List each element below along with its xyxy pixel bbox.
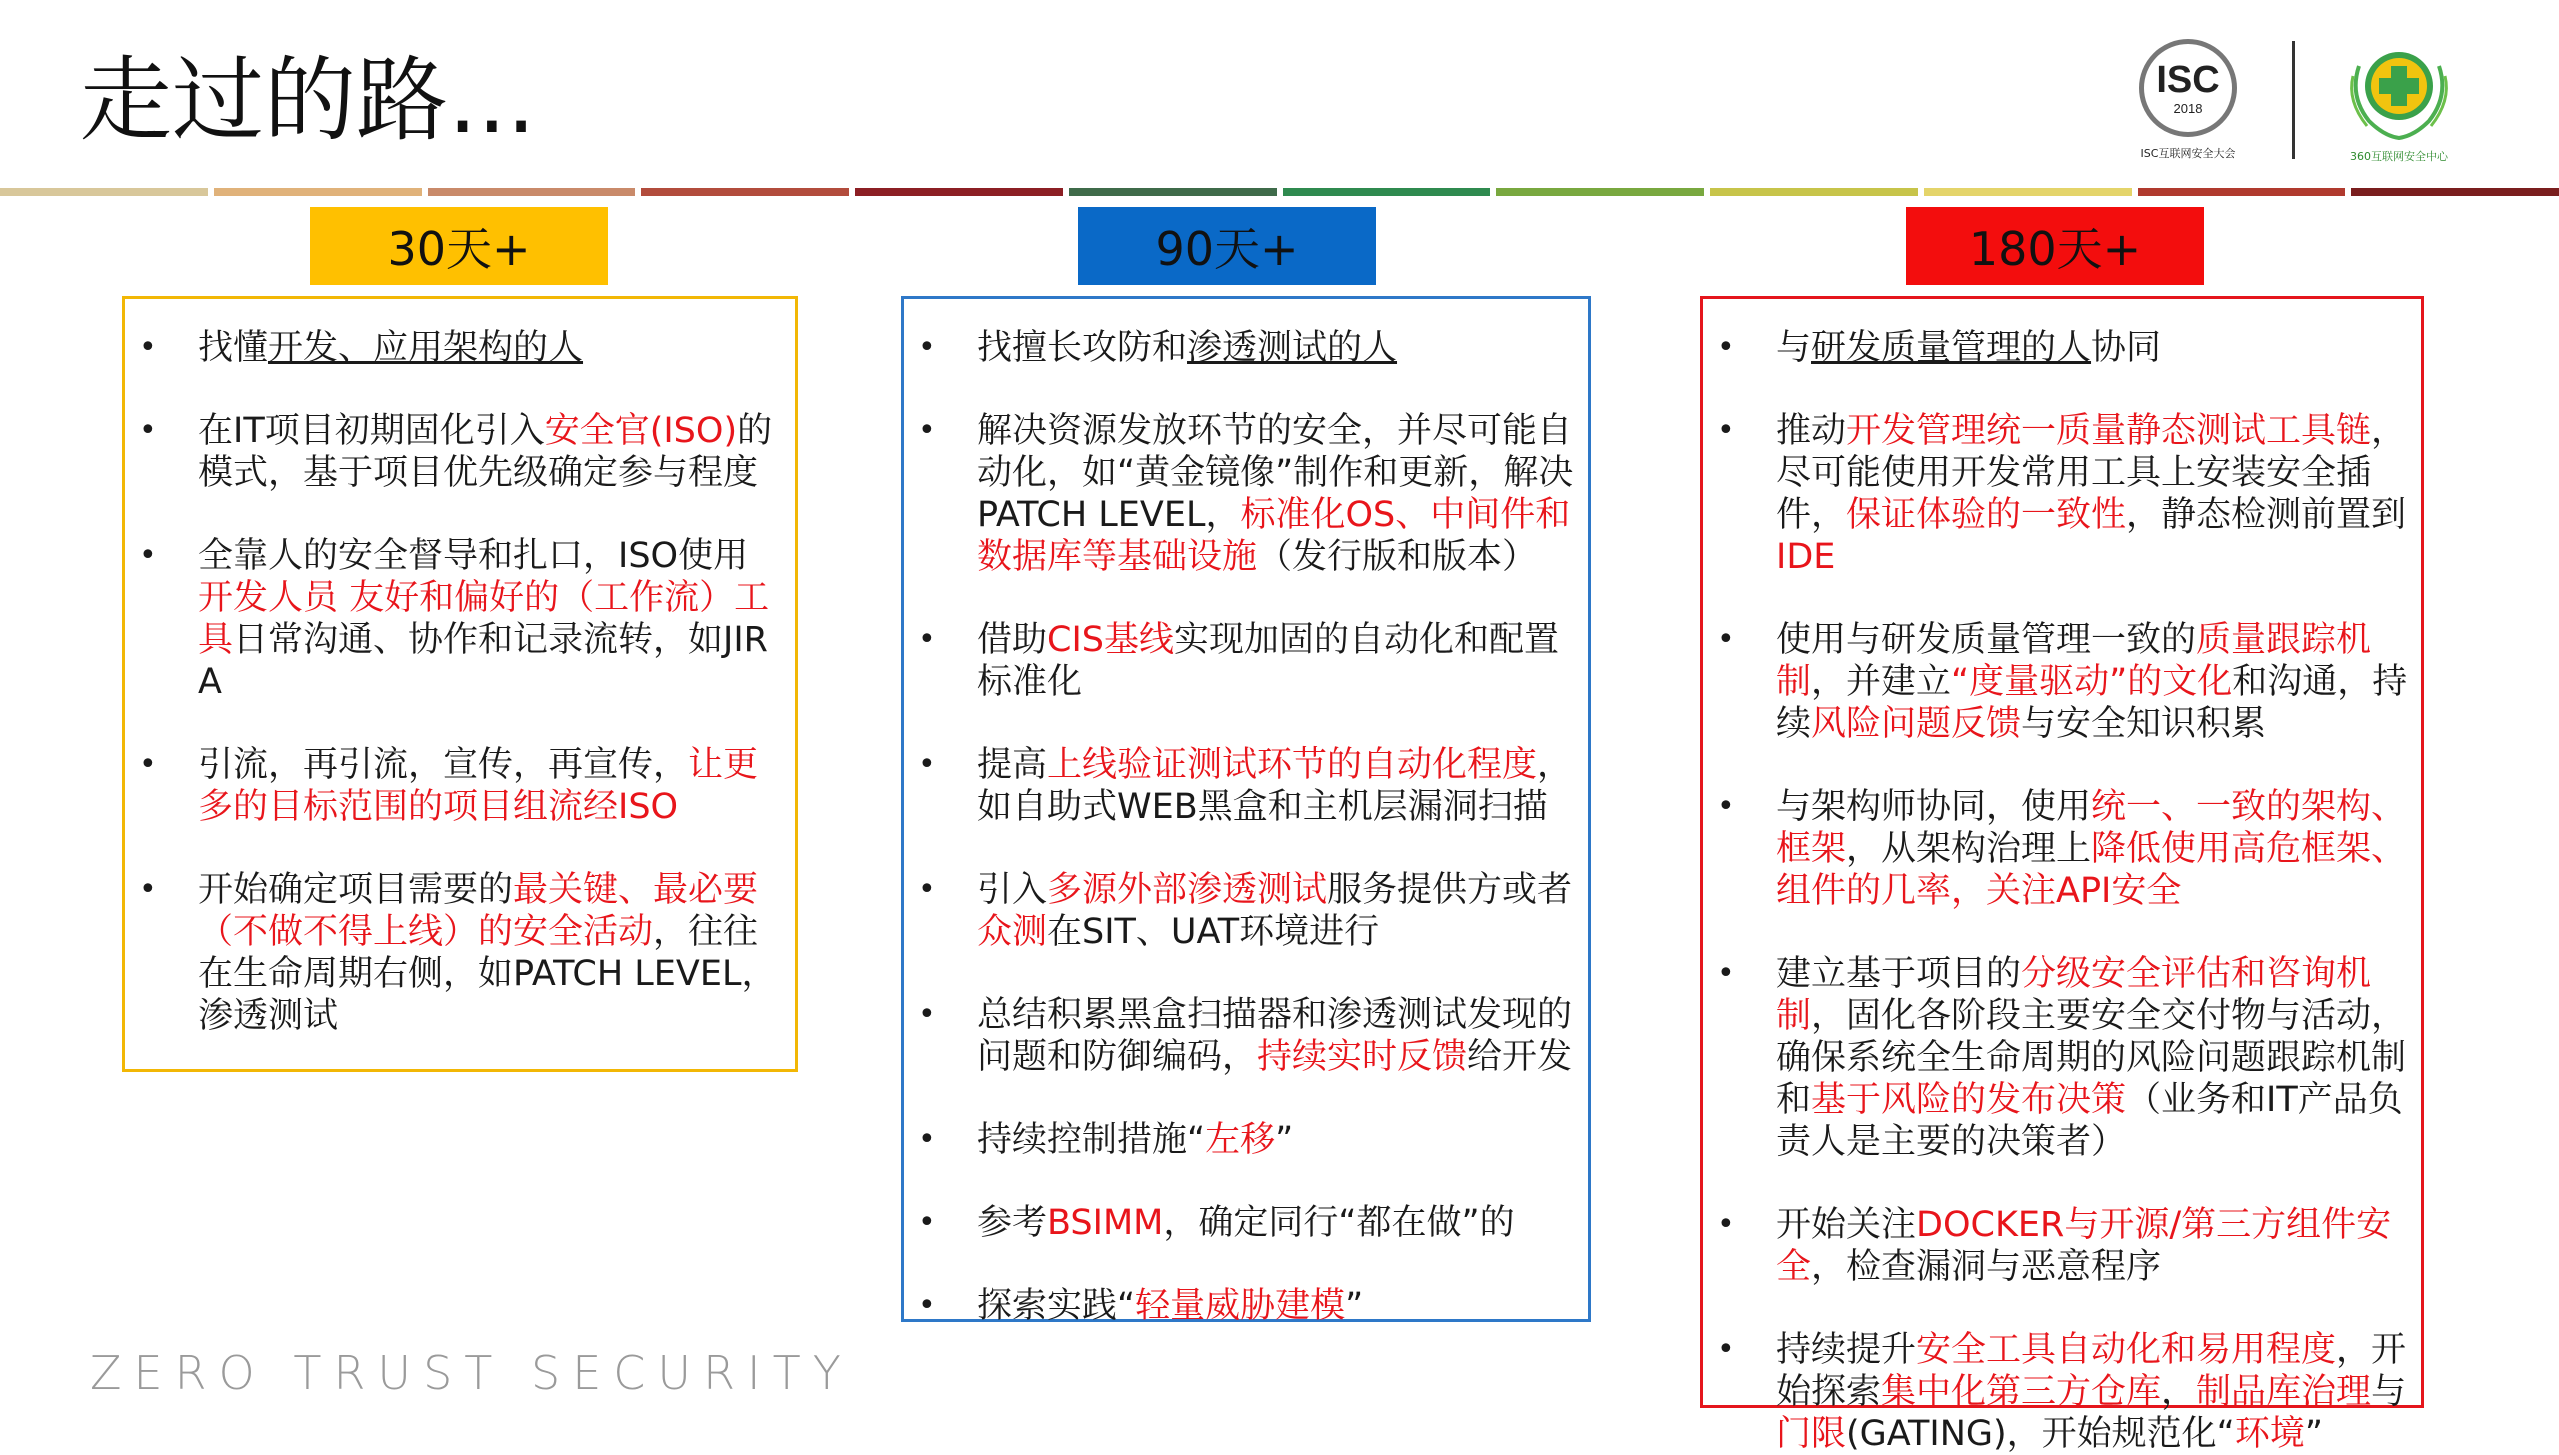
- bullet-dot-icon: •: [139, 872, 157, 907]
- isc-logo: [2118, 39, 2258, 161]
- item-text: (GATING)，开始规范化“: [1846, 1414, 2235, 1454]
- highlight-text: IDE: [1776, 537, 1836, 577]
- item-text: 在IT项目初期固化引入: [198, 411, 545, 451]
- bullet-dot-icon: •: [1717, 1207, 1735, 1242]
- highlight-text: 风险问题反馈: [1811, 704, 2022, 744]
- bullet-item: [1711, 1204, 2409, 1288]
- isc-badge: [2139, 39, 2237, 137]
- isc-mark: ISC: [2156, 58, 2220, 101]
- item-text: 实现加固的自动化和配置标准化: [977, 620, 1560, 702]
- phase-panel-180: [1700, 296, 2424, 1454]
- bullet-dot-icon: •: [1717, 789, 1735, 824]
- item-text: 与安全知识积累: [2021, 704, 2267, 744]
- bullet-dot-icon: •: [918, 1122, 936, 1157]
- bullet-dot-icon: •: [139, 330, 157, 365]
- bullet-dot-icon: •: [918, 1288, 936, 1323]
- item-text: 在SIT、UAT环境进行: [1047, 912, 1380, 952]
- highlight-text: BSIMM: [1047, 1203, 1164, 1243]
- highlight-text: 让更多的目标范围的项目组流经ISO: [198, 745, 759, 827]
- highlight-text: 统一、一致的架构、框架: [1776, 787, 2407, 869]
- c360-caption: 360互联网安全中心: [2350, 150, 2448, 163]
- item-text: 找懂: [198, 328, 269, 368]
- item-text: ，从架构治理上: [1846, 829, 2092, 869]
- underlined-text: 渗透测试的人: [1187, 328, 1398, 368]
- item-text: ，尽可能使用开发常用工具上安装安全插件，: [1776, 411, 2407, 535]
- item-text: （发行版和版本）: [1257, 537, 1538, 577]
- bullet-item: [912, 869, 1576, 953]
- bullet-item: [912, 410, 1576, 578]
- item-text: 与架构师协同，使用: [1776, 787, 2092, 827]
- item-text: ，确定同行“都在做”的: [1163, 1203, 1515, 1243]
- highlight-text: 门限: [1776, 1414, 1847, 1454]
- phase-tag-label: 180天+: [1968, 222, 2142, 276]
- highlight-text: DOCKER与开源/第三方组件安全: [1776, 1205, 2392, 1287]
- bullet-item: [1711, 786, 2409, 912]
- bullet-item: [1711, 953, 2409, 1163]
- highlight-text: 降低使用高危框架、组件的几率，关注API安全: [1776, 829, 2407, 911]
- bullet-item: [912, 327, 1576, 369]
- item-text: 建立基于项目的: [1776, 954, 2022, 994]
- bullet-dot-icon: •: [1717, 330, 1735, 365]
- bullet-item: [1711, 1329, 2409, 1455]
- phase-list: [1711, 327, 2409, 1455]
- underlined-text: 研发质量管理的人: [1811, 328, 2092, 368]
- item-text: 总结积累黑盒扫描器和渗透测试发现的问题和防御编码，: [977, 995, 1573, 1077]
- bullet-dot-icon: •: [139, 747, 157, 782]
- item-text: 开始确定项目需要的: [198, 870, 514, 910]
- highlight-text: 最关键、最必要（不做不得上线）的安全活动: [198, 870, 759, 952]
- item-text: 解决资源发放环节的安全，并尽可能自动化，如“黄金镜像”制作和更新，解决PATCH LEVEL，: [977, 411, 1574, 535]
- highlight-text: 基于风险的发布决策: [1811, 1080, 2127, 1120]
- highlight-text: 安全工具自动化和易用程度: [1916, 1330, 2337, 1370]
- phase-tag-180: [1906, 207, 2204, 285]
- phase-panel-30: [122, 296, 798, 1072]
- highlight-text: 多源外部渗透测试: [1047, 870, 1328, 910]
- bullet-dot-icon: •: [1717, 413, 1735, 448]
- bullet-dot-icon: •: [139, 413, 157, 448]
- underlined-text: 开发、应用架构的人: [268, 328, 584, 368]
- phase-list: [912, 327, 1576, 1327]
- item-text: ，固化各阶段主要安全交付物与活动，确保系统全生命周期的风险问题跟踪机制和: [1776, 996, 2407, 1120]
- title-divider-stripe: [0, 188, 2559, 196]
- bullet-item: [133, 410, 783, 494]
- highlight-text: 集中化第三方仓库: [1881, 1372, 2162, 1412]
- bullet-dot-icon: •: [139, 538, 157, 573]
- isc-year: 2018: [2173, 100, 2203, 116]
- bullet-item: [912, 1285, 1576, 1327]
- item-text: 提高: [977, 745, 1048, 785]
- logo-group: [2118, 36, 2469, 164]
- bullet-dot-icon: •: [1717, 622, 1735, 657]
- item-text: 与: [2371, 1372, 2407, 1412]
- item-text: 持续提升: [1776, 1330, 1917, 1370]
- bullet-item: [133, 327, 783, 369]
- phase-panel-90: [901, 296, 1591, 1326]
- footer-brand: ZERO TRUST SECURITY: [90, 1346, 853, 1400]
- item-text: ，: [2161, 1372, 2197, 1412]
- highlight-text: 众测: [977, 912, 1048, 952]
- highlight-text: 开发人员 友好和偏好的（工作流）工具: [198, 578, 770, 660]
- bullet-item: [912, 994, 1576, 1078]
- bullet-item: [1711, 410, 2409, 578]
- logo-divider: [2292, 41, 2295, 159]
- bullet-item: [133, 744, 783, 828]
- highlight-text: 分级安全评估和咨询机制: [1776, 954, 2372, 1036]
- highlight-text: 环境: [2234, 1414, 2305, 1454]
- page-title: 走过的路...: [80, 47, 536, 154]
- highlight-text: 开发管理统一质量静态测试工具链: [1846, 411, 2372, 451]
- highlight-text: 保证体验的一致性: [1846, 495, 2127, 535]
- item-text: 推动: [1776, 411, 1847, 451]
- item-text: ，并建立: [1811, 662, 1952, 702]
- item-text: 日常沟通、协作和记录流转，如JIRA: [198, 620, 768, 702]
- bullet-item: [1711, 619, 2409, 745]
- highlight-text: 标准化OS、中间件和数据库等基础设施: [977, 495, 1571, 577]
- item-text: （业务和IT产品负责人是主要的决策者）: [1776, 1080, 2403, 1162]
- item-text: 找擅长攻防和: [977, 328, 1188, 368]
- phase-tag-label: 90天+: [1155, 222, 1299, 276]
- bullet-dot-icon: •: [918, 1205, 936, 1240]
- highlight-text: CIS基线: [1047, 620, 1174, 660]
- item-text: 服务提供方或者: [1327, 870, 1573, 910]
- shield-plus-icon: [2339, 36, 2459, 146]
- item-text: 开始关注: [1776, 1205, 1917, 1245]
- item-text: 与: [1776, 328, 1812, 368]
- item-text: 协同: [2091, 328, 2162, 368]
- highlight-text: 轻量威胁建模: [1135, 1286, 1346, 1326]
- bullet-dot-icon: •: [918, 330, 936, 365]
- highlight-text: 制品库治理: [2196, 1372, 2372, 1412]
- isc-caption: ISC互联网安全大会: [2140, 147, 2236, 160]
- item-text: ，检查漏洞与恶意程序: [1811, 1247, 2162, 1287]
- bullet-item: [912, 619, 1576, 703]
- phase-tag-30: [310, 207, 608, 285]
- c360-logo: [2329, 36, 2469, 164]
- item-text: 借助: [977, 620, 1048, 660]
- item-text: 持续控制措施“: [977, 1120, 1206, 1160]
- bullet-item: [133, 869, 783, 1037]
- bullet-dot-icon: •: [1717, 1332, 1735, 1367]
- item-text: ”: [1275, 1120, 1294, 1160]
- bullet-dot-icon: •: [918, 413, 936, 448]
- item-text: 使用与研发质量管理一致的: [1776, 620, 2197, 660]
- phase-tag-90: [1078, 207, 1376, 285]
- item-text: 引入: [977, 870, 1048, 910]
- highlight-text: 左移: [1205, 1120, 1276, 1160]
- item-text: 的模式，基于项目优先级确定参与程度: [198, 411, 773, 493]
- bullet-dot-icon: •: [918, 997, 936, 1032]
- bullet-dot-icon: •: [1717, 956, 1735, 991]
- highlight-text: 持续实时反馈: [1257, 1037, 1468, 1077]
- item-text: 参考: [977, 1203, 1048, 1243]
- item-text: 探索实践“: [977, 1286, 1136, 1326]
- bullet-item: [912, 1119, 1576, 1161]
- item-text: ，静态检测前置到: [2126, 495, 2407, 535]
- bullet-dot-icon: •: [918, 747, 936, 782]
- item-text: ”: [2304, 1414, 2323, 1454]
- bullet-item: [912, 744, 1576, 828]
- highlight-text: 上线验证测试环节的自动化程度: [1047, 745, 1538, 785]
- bullet-item: [133, 535, 783, 703]
- item-text: 给开发: [1467, 1037, 1573, 1077]
- item-text: ，如自助式WEB黑盒和主机层漏洞扫描: [977, 745, 1573, 827]
- item-text: 和沟通，持续: [1776, 662, 2408, 744]
- item-text: ”: [1345, 1286, 1364, 1326]
- item-text: ，往往在生命周期右侧，如PATCH LEVEL，渗透测试: [198, 912, 777, 1036]
- item-text: 引流，再引流，宣传，再宣传，: [198, 745, 689, 785]
- highlight-text: 质量跟踪机制: [1776, 620, 2372, 702]
- bullet-item: [1711, 327, 2409, 369]
- phase-tag-label: 30天+: [387, 222, 531, 276]
- item-text: 全靠人的安全督导和扎口，ISO使用: [198, 536, 749, 576]
- bullet-dot-icon: •: [918, 872, 936, 907]
- highlight-text: “度量驱动”的文化: [1951, 662, 2233, 702]
- bullet-item: [912, 1202, 1576, 1244]
- phase-list: [133, 327, 783, 1037]
- bullet-dot-icon: •: [918, 622, 936, 657]
- item-text: ，开始探索: [1776, 1330, 2407, 1412]
- highlight-text: 安全官(ISO): [544, 411, 738, 451]
